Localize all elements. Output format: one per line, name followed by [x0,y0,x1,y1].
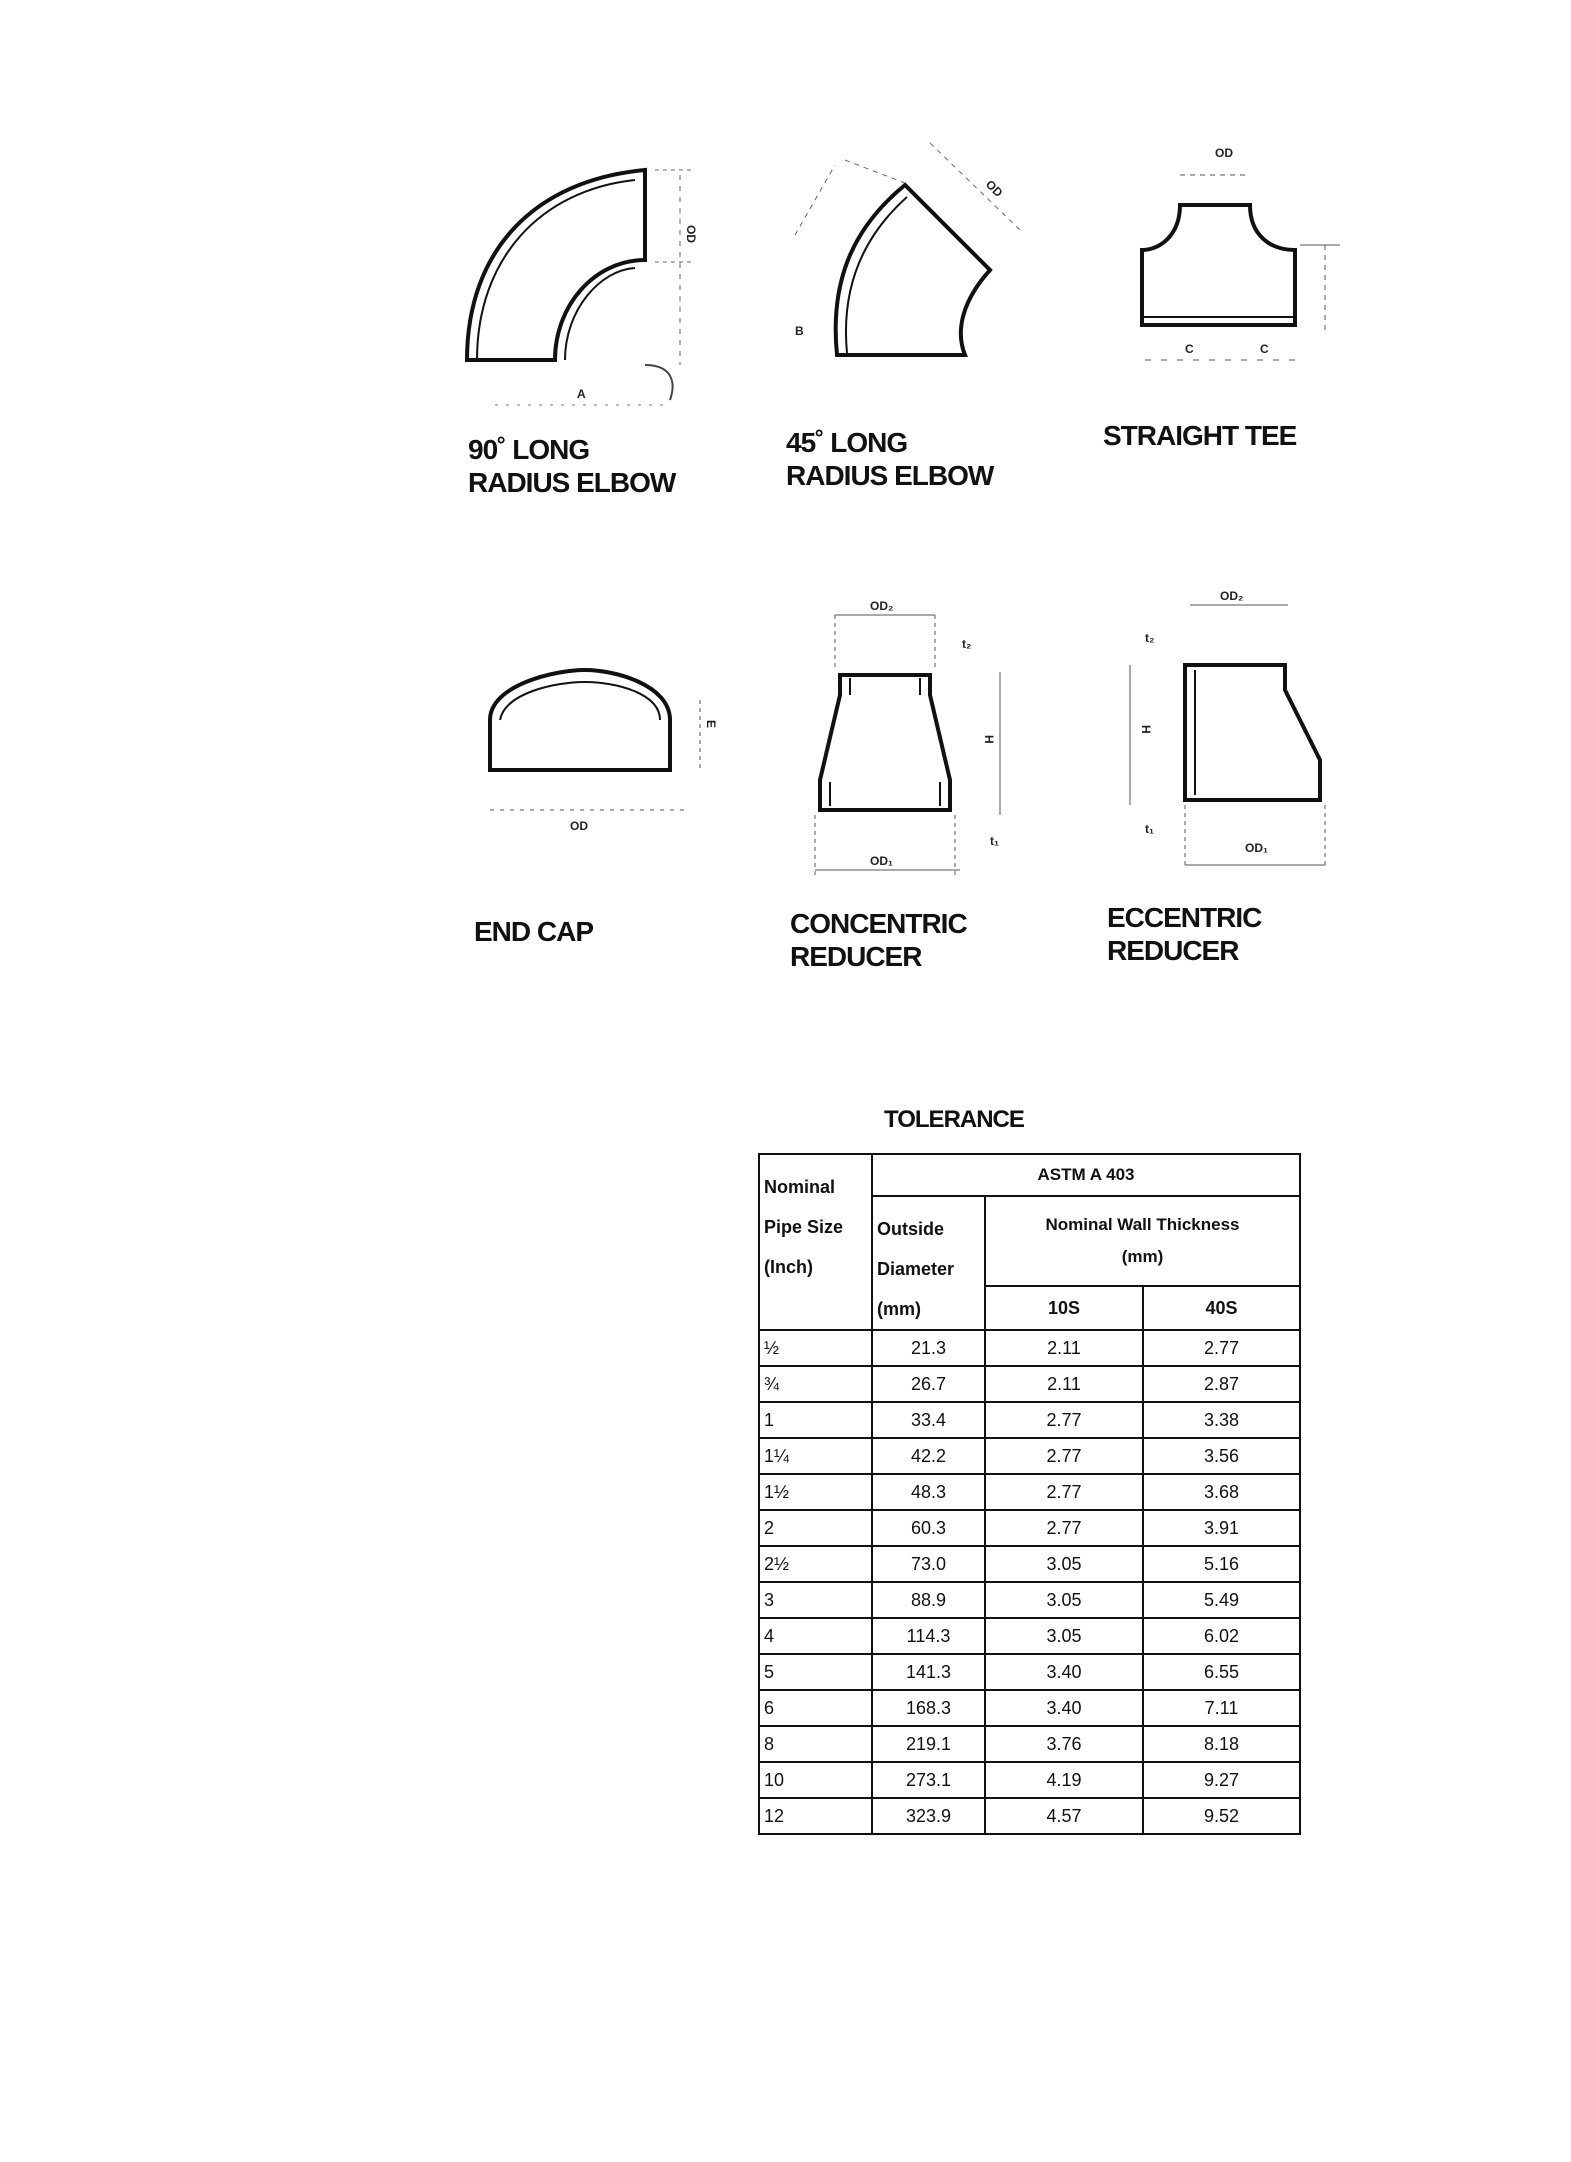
tolerance-title: TOLERANCE [884,1106,1024,1133]
elbow-45-caption [786,426,993,492]
table-row [759,1690,1300,1726]
tee-label-c: C [1185,342,1194,356]
table-row [759,1330,1300,1366]
caption-line: RADIUS ELBOW [468,467,676,498]
nominal-size-header [759,1154,872,1330]
schedule-40s-header: 40S [1143,1286,1300,1330]
concentric-reducer-svg [800,600,1040,880]
table-row [759,1582,1300,1618]
wall-10s-cell: 3.05 [985,1618,1143,1654]
nominal-size-cell: 2½ [759,1546,872,1582]
table-row [759,1366,1300,1402]
wall-10s-cell: 3.40 [985,1654,1143,1690]
header-line: Pipe Size [764,1217,844,1237]
concentric-label-od2: OD₂ [870,599,894,613]
tee-caption [1103,419,1296,452]
table-row [759,1618,1300,1654]
nominal-size-cell: 3 [759,1582,872,1618]
eccentric-reducer-caption [1107,901,1261,967]
header-line: (Inch) [764,1257,813,1277]
outside-diameter-cell: 114.3 [872,1618,985,1654]
nominal-size-cell: 1¼ [759,1438,872,1474]
wall-40s-cell: 8.18 [1143,1726,1300,1762]
tee-label-od: OD [1215,146,1233,160]
tee-drawing [1090,135,1360,375]
elbow-90-label-a: A [577,387,586,401]
elbow-45-drawing [775,135,1055,375]
wall-10s-cell: 2.77 [985,1474,1143,1510]
outside-diameter-cell: 73.0 [872,1546,985,1582]
table-row [759,1474,1300,1510]
outside-diameter-cell: 48.3 [872,1474,985,1510]
eccentric-label-od1: OD₁ [1245,841,1268,855]
header-line: Nominal Wall Thickness [1045,1215,1240,1235]
table-row [759,1402,1300,1438]
concentric-label-t2: t₂ [962,637,972,651]
wall-40s-cell: 3.38 [1143,1402,1300,1438]
outside-diameter-cell: 88.9 [872,1582,985,1618]
elbow-45-svg [775,135,1055,375]
concentric-label-od1: OD₁ [870,854,893,868]
tolerance-table [758,1153,1301,1835]
nominal-size-cell: 12 [759,1798,872,1834]
header-line: Nominal [764,1177,836,1197]
wall-40s-cell: 3.56 [1143,1438,1300,1474]
nominal-size-cell: 2 [759,1510,872,1546]
end-cap-caption [474,915,593,948]
outside-diameter-cell: 273.1 [872,1762,985,1798]
tee-svg [1090,135,1360,375]
caption-line: 90˚ LONG [468,434,590,465]
header-line: (mm) [1121,1247,1164,1267]
wall-10s-cell: 2.77 [985,1510,1143,1546]
concentric-label-t1: t₁ [990,834,999,848]
outside-diameter-cell: 42.2 [872,1438,985,1474]
end-cap-svg [485,660,735,840]
nominal-size-cell: 8 [759,1726,872,1762]
wall-10s-cell: 2.77 [985,1438,1143,1474]
caption-line: STRAIGHT TEE [1103,420,1297,451]
end-cap-label-e: E [704,720,718,729]
outside-diameter-cell: 60.3 [872,1510,985,1546]
caption-line: 45˚ LONG [786,427,908,458]
wall-10s-cell: 2.11 [985,1330,1143,1366]
standard-header: ASTM A 403 [872,1154,1300,1196]
wall-40s-cell: 3.68 [1143,1474,1300,1510]
table-header-row [759,1154,1300,1196]
outside-diameter-cell: 168.3 [872,1690,985,1726]
wall-thickness-header [985,1196,1300,1286]
caption-line: REDUCER [790,941,922,972]
elbow-45-label-b: B [795,324,804,338]
nominal-size-cell: 1 [759,1402,872,1438]
wall-40s-cell: 6.55 [1143,1654,1300,1690]
eccentric-reducer-drawing [1120,590,1340,870]
elbow-90-drawing [455,110,725,420]
table-row [759,1798,1300,1834]
outside-diameter-header [872,1196,985,1330]
table-row [759,1438,1300,1474]
caption-line: CONCENTRIC [790,908,967,939]
wall-40s-cell: 7.11 [1143,1690,1300,1726]
table-row [759,1546,1300,1582]
wall-40s-cell: 3.91 [1143,1510,1300,1546]
concentric-label-h: H [982,735,996,744]
wall-10s-cell: 3.76 [985,1726,1143,1762]
wall-10s-cell: 2.11 [985,1366,1143,1402]
header-line: Outside [877,1219,945,1239]
concentric-reducer-caption [790,907,967,973]
outside-diameter-cell: 141.3 [872,1654,985,1690]
elbow-90-svg [455,110,725,420]
eccentric-label-t2: t₂ [1145,631,1155,645]
nominal-size-cell: 5 [759,1654,872,1690]
eccentric-label-od2: OD₂ [1220,589,1244,603]
nominal-size-cell: 1½ [759,1474,872,1510]
table-row [759,1510,1300,1546]
outside-diameter-cell: 33.4 [872,1402,985,1438]
wall-10s-cell: 4.57 [985,1798,1143,1834]
outside-diameter-cell: 26.7 [872,1366,985,1402]
nominal-size-cell: ½ [759,1330,872,1366]
header-line: Diameter [877,1259,955,1279]
wall-40s-cell: 6.02 [1143,1618,1300,1654]
outside-diameter-cell: 219.1 [872,1726,985,1762]
nominal-size-cell: 10 [759,1762,872,1798]
wall-40s-cell: 5.49 [1143,1582,1300,1618]
wall-10s-cell: 2.77 [985,1402,1143,1438]
nominal-size-cell: 4 [759,1618,872,1654]
table-row [759,1726,1300,1762]
wall-10s-cell: 3.05 [985,1582,1143,1618]
tee-label-c2: C [1260,342,1269,356]
caption-line: REDUCER [1107,935,1239,966]
outside-diameter-cell: 21.3 [872,1330,985,1366]
wall-40s-cell: 9.27 [1143,1762,1300,1798]
header-line: (mm) [877,1299,921,1319]
elbow-45-label-od: OD [982,177,1006,200]
eccentric-reducer-svg [1120,590,1340,870]
eccentric-label-h: H [1139,725,1153,734]
wall-40s-cell: 9.52 [1143,1798,1300,1834]
elbow-90-label-od: OD [684,225,698,243]
table-row [759,1762,1300,1798]
caption-line: RADIUS ELBOW [786,460,994,491]
outside-diameter-cell: 323.9 [872,1798,985,1834]
wall-40s-cell: 2.77 [1143,1330,1300,1366]
elbow-90-caption [468,433,675,499]
caption-line: END CAP [474,916,594,947]
schedule-10s-header: 10S [985,1286,1143,1330]
wall-10s-cell: 3.40 [985,1690,1143,1726]
nominal-size-cell: 6 [759,1690,872,1726]
caption-line: ECCENTRIC [1107,902,1262,933]
nominal-size-cell: ¾ [759,1366,872,1402]
wall-40s-cell: 2.87 [1143,1366,1300,1402]
table-row [759,1654,1300,1690]
eccentric-label-t1: t₁ [1145,822,1154,836]
end-cap-label-od: OD [570,819,588,833]
wall-10s-cell: 4.19 [985,1762,1143,1798]
concentric-reducer-drawing [800,600,1040,880]
end-cap-drawing [485,660,735,840]
wall-10s-cell: 3.05 [985,1546,1143,1582]
wall-40s-cell: 5.16 [1143,1546,1300,1582]
